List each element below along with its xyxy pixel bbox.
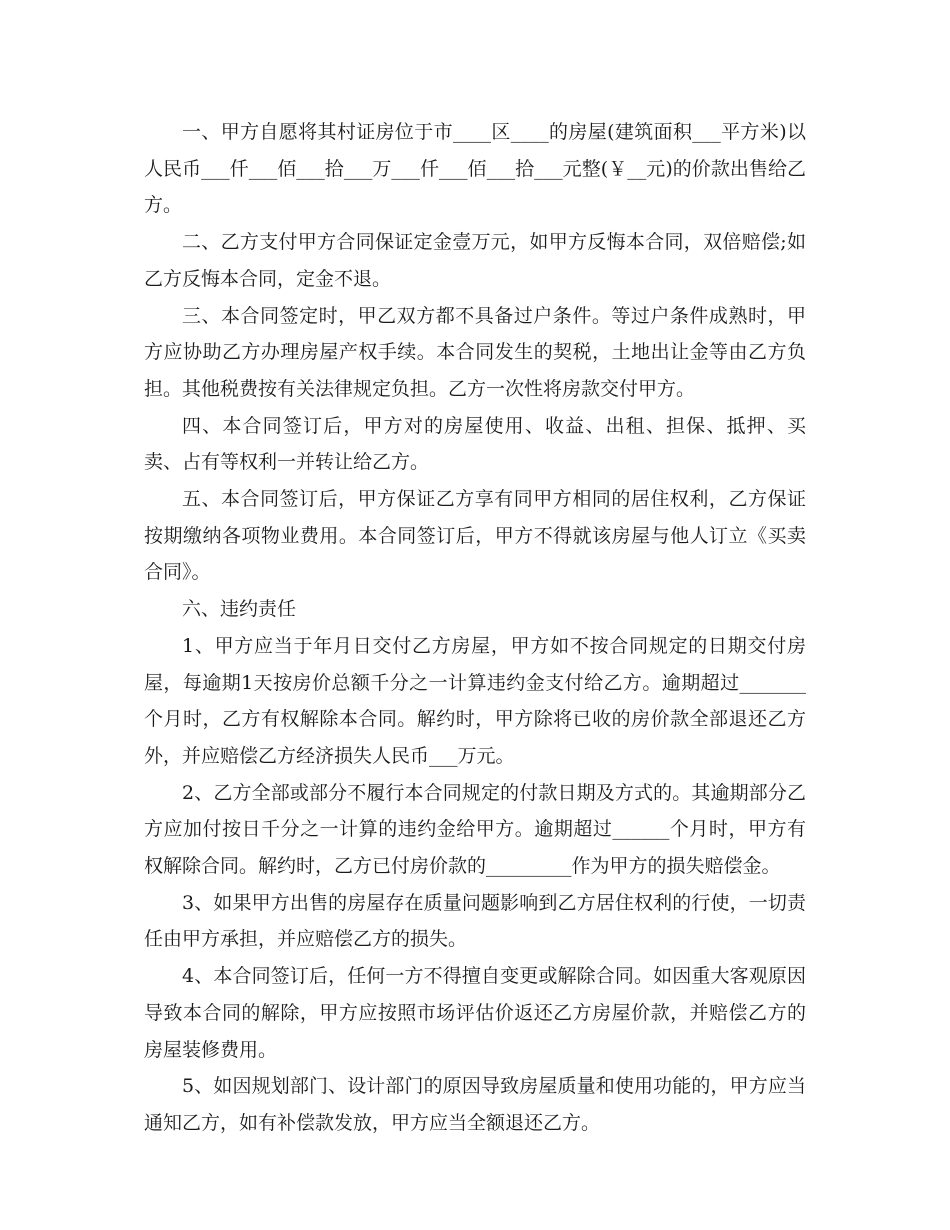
breach-item-3: 3、如果甲方出售的房屋存在质量问题影响到乙方居住权利的行使，一切责任由甲方承担，并应赔偿乙方的损失。 <box>144 891 806 951</box>
clause-4-rights: 四、本合同签订后，甲方对的房屋使用、收益、出租、担保、抵押、买卖、占有等权利一并转让给乙方。 <box>144 414 806 474</box>
clause-5-residence: 五、本合同签订后，甲方保证乙方享有同甲方相同的居住权利，乙方保证按期缴纳各项物业费用。本合同签订后，甲方不得就该房屋与他人订立《买卖合同》。 <box>144 488 806 584</box>
breach-item-5: 5、如因规划部门、设计部门的原因导致房屋质量和使用功能的，甲方应当通知乙方，如有补偿款发放，甲方应当全额退还乙方。 <box>144 1075 806 1134</box>
clause-1-sale-price: 一、甲方自愿将其村证房位于市____区____的房屋(建筑面积___平方米)以人民币___仟___佰___拾___万___仟___佰___拾___元整(￥__元)的价款出售给乙方。 <box>144 121 806 217</box>
breach-item-4: 4、本合同签订后，任何一方不得擅自变更或解除合同。如因重大客观原因导致本合同的解除，甲方应按照市场评估价返还乙方房屋价款，并赔偿乙方的房屋装修费用。 <box>144 965 806 1061</box>
clause-2-deposit: 二、乙方支付甲方合同保证定金壹万元，如甲方反悔本合同，双倍赔偿;如乙方反悔本合同，定金不退。 <box>144 231 806 290</box>
breach-item-1: 1、甲方应当于年月日交付乙方房屋，甲方如不按合同规定的日期交付房屋，每逾期1天按房价总额千分之一计算违约金支付给乙方。逾期超过_______个月时，乙方有权解除本合同。解约时，甲方除将已收的房价款全部退还乙方外，并应赔偿乙方经济损失人民币___万元。 <box>144 634 806 767</box>
clause-3-transfer: 三、本合同签定时，甲乙双方都不具备过户条件。等过户条件成熟时，甲方应协助乙方办理房屋产权手续。本合同发生的契税，土地出让金等由乙方负担。其他税费按有关法律规定负担。乙方一次性将房款交付甲方。 <box>144 304 806 400</box>
section-heading-breach: 六、违约责任 <box>182 598 297 621</box>
breach-item-2: 2、乙方全部或部分不履行本合同规定的付款日期及方式的。其逾期部分乙方应加付按日千分之一计算的违约金给甲方。逾期超过______个月时，甲方有权解除合同。解约时，乙方已付房价款的_________作为甲方的损失赔偿金。 <box>144 781 806 878</box>
